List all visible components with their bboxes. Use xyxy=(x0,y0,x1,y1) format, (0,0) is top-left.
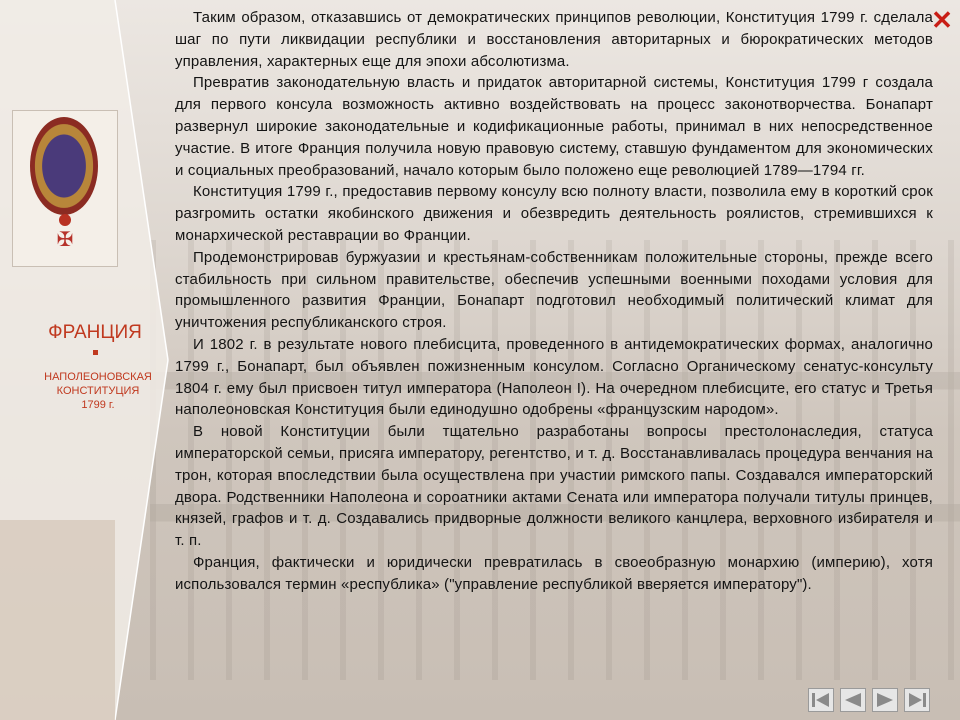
next-icon xyxy=(872,688,898,712)
next-slide-button[interactable] xyxy=(872,688,898,712)
last-slide-button[interactable] xyxy=(904,688,930,712)
paragraph: В новой Конституции были тщательно разработаны вопросы престолонаследия, статуса императорской семьи, присяга императору, регентство, и т. д. Восстанавливалась процедура венчания на трон, которая впоследствии была осуществлена при участии римского папы. Создавался императорский двора. Родственники Наполеона и сороатники актами Сената или императора получали титулы принцев, князей, графов и т. д. Создавались придворные должности великого канцлера, верховного избирателя и т. п. xyxy=(175,423,933,550)
sidebar-subtitle-line: 1799 г. xyxy=(81,399,115,411)
prev-icon xyxy=(840,688,866,712)
slide-body-text xyxy=(175,7,933,596)
sidebar-subtitle-line: КОНСТИТУЦИЯ xyxy=(56,385,140,397)
paragraph: Превратив законодательную власть и придаток авторитарной системы, Конституция 1799 г создала для первого консула возможность активно воздействовать на процесс законотворчества. Бонапарт развернул широкие законодательные и кодификационные работы, принимал в них непосредственное участие. В итоге Франция получила новую правовую систему, ставшую фундаментом для экономических и социальных преобразований, начало которым было положено еще революцией 1789—1794 гг. xyxy=(175,74,933,179)
first-icon xyxy=(808,688,834,712)
first-slide-button[interactable] xyxy=(808,688,834,712)
sidebar-title: ФРАНЦИЯ xyxy=(48,322,142,343)
paragraph: Франция, фактически и юридически превратилась в своеобразную монархию (империю), хотя использовался термин «республика» ("управление республикой вверяется императору"). xyxy=(175,553,933,593)
order-cross-icon: ✠ xyxy=(56,229,74,251)
close-button[interactable]: ✕ xyxy=(931,5,953,35)
left-panel-wedge xyxy=(0,0,170,720)
paragraph: И 1802 г. в результате нового плебисцита, проведенного в антидемократических формах, аналогично 1799 г., Бонапарт, был объявлен пожизненным консулом. Согласно Органическому сенатус-консульту 1804 г. ему был присвоен титул императора (Наполеон I). На очередном плебисците, его статус и Третья наполеоновская Конституция были единодушно одобрены «французским народом». xyxy=(175,335,933,419)
sidebar-subtitle xyxy=(28,370,168,412)
seal-emblem xyxy=(30,117,98,215)
left-panel xyxy=(0,0,170,720)
paragraph: Конституция 1799 г., предоставив первому консулу всю полноту власти, позволила ему в короткий срок разгромить остатки якобинского движения и обезвредить деятельность роялистов, стремившихся к монархической реставрации во Франции. xyxy=(175,183,933,244)
sidebar-subtitle-line: НАПОЛЕОНОВСКАЯ xyxy=(44,371,152,383)
sidebar-bullet xyxy=(93,350,98,355)
seal-pendant xyxy=(59,214,71,226)
constitution-medallion-image xyxy=(12,110,118,267)
last-icon xyxy=(904,688,930,712)
paragraph: Продемонстрировав буржуазии и крестьянам-собственникам положительные стороны, прежде всего стабильность при сильном правительстве, обеспечив успешными военными походами условия для промышленного развития Франции, Бонапарт подготовил необходимый политический климат для уничтожения республиканского строя. xyxy=(175,248,933,332)
previous-slide-button[interactable] xyxy=(840,688,866,712)
paragraph: Таким образом, отказавшись от демократических принципов революции, Конституция 1799 г. сделала шаг по пути ликвидации республики и восстановления авторитарных и бюрократических методов управления, характерных еще для эпохи абсолютизма. xyxy=(175,9,933,70)
